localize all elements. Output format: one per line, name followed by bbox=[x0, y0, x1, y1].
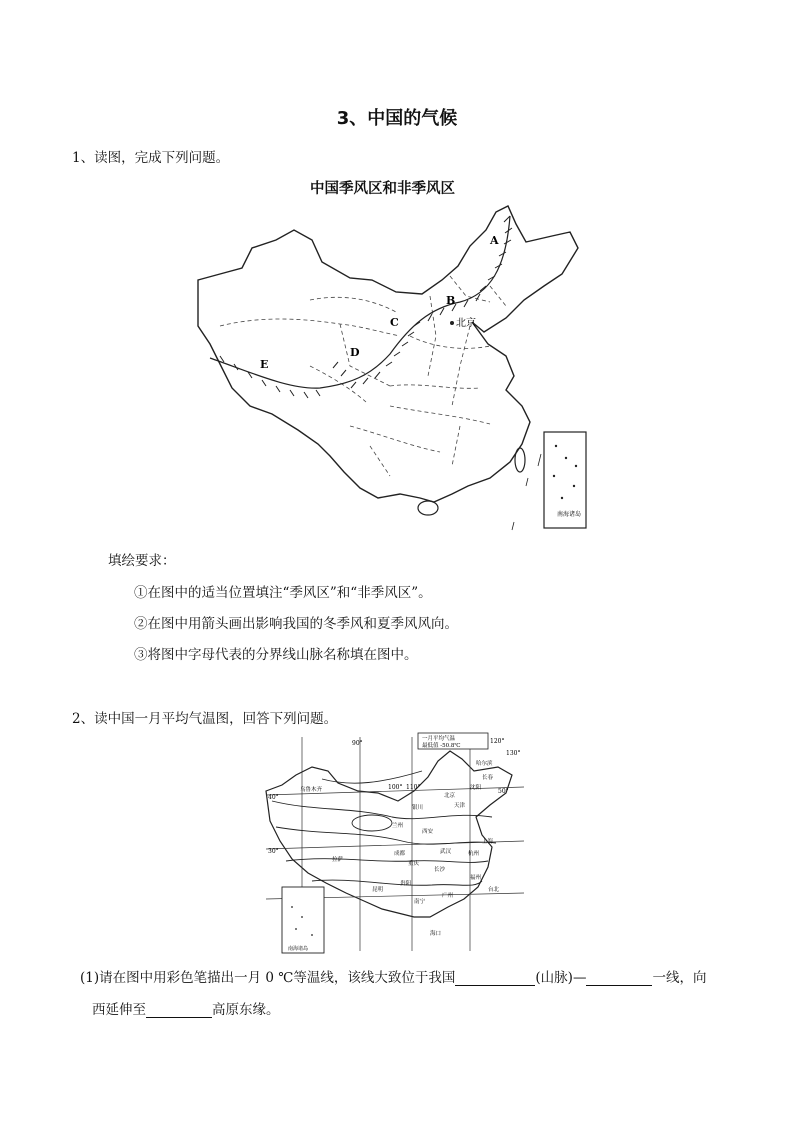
beijing-dot bbox=[450, 321, 454, 325]
china-outline bbox=[198, 206, 578, 502]
sub1-text-b: (山脉)— bbox=[535, 970, 587, 986]
legend-title: 一月平均气温 bbox=[422, 736, 456, 742]
city-chengdu: 成都 bbox=[394, 851, 406, 857]
sub1-text-e: 高原东缘。 bbox=[212, 1002, 280, 1018]
city-changchun: 长春 bbox=[482, 775, 494, 781]
requirements-heading: 填绘要求： bbox=[108, 553, 176, 569]
hainan-island bbox=[418, 501, 438, 515]
inset-islands bbox=[553, 445, 577, 499]
city-nanning: 南宁 bbox=[414, 899, 426, 905]
inset-label: 南海诸岛 bbox=[557, 511, 582, 518]
lon-110: 110° bbox=[406, 784, 421, 791]
inset-box-2 bbox=[282, 887, 324, 953]
sub1-text-a: (1)请在图中用彩色笔描出一月 0 ℃等温线，该线大致位于我国 bbox=[80, 970, 456, 986]
city-tianjin: 天津 bbox=[454, 803, 466, 809]
label-d: D bbox=[350, 346, 360, 359]
temperature-map bbox=[262, 731, 530, 956]
monsoon-map bbox=[190, 176, 590, 532]
label-e: E bbox=[260, 358, 269, 371]
blank-mountain-1[interactable] bbox=[455, 971, 535, 986]
q2-sub1-line2 bbox=[92, 998, 280, 1018]
city-wuhan: 武汉 bbox=[440, 849, 452, 855]
label-a: A bbox=[490, 234, 499, 247]
sub1-text-d: 西延伸至 bbox=[92, 1002, 146, 1018]
lon-120: 120° bbox=[490, 738, 505, 745]
label-b: B bbox=[446, 294, 456, 307]
city-hangzhou: 杭州 bbox=[468, 851, 480, 857]
city-guiyang: 贵阳 bbox=[400, 881, 412, 887]
sea-marks bbox=[512, 454, 541, 530]
lat-30: 30° bbox=[268, 848, 279, 855]
blank-plateau[interactable] bbox=[146, 1003, 212, 1018]
city-beijing: 北京 bbox=[444, 793, 456, 799]
q2-sub1-line1 bbox=[80, 966, 706, 986]
city-shanghai: 上海 bbox=[482, 839, 494, 845]
city-fuzhou: 福州 bbox=[470, 875, 482, 881]
inset-label-2: 南海诸岛 bbox=[288, 946, 309, 952]
question-1-prompt: 1、读图，完成下列问题。 bbox=[72, 150, 230, 166]
city-taipei: 台北 bbox=[488, 887, 500, 893]
monsoon-boundary bbox=[210, 216, 510, 388]
city-kunming: 昆明 bbox=[372, 887, 384, 893]
city-chongqing: 重庆 bbox=[408, 861, 420, 867]
lat-40: 40° bbox=[268, 794, 279, 801]
city-shenyang: 沈阳 bbox=[470, 785, 482, 791]
label-beijing: 北京 bbox=[456, 318, 476, 329]
city-harbin: 哈尔滨 bbox=[476, 761, 493, 767]
blank-river[interactable] bbox=[586, 971, 652, 986]
taiwan-island bbox=[515, 448, 525, 472]
question-2-prompt: 2、读中国一月平均气温图，回答下列问题。 bbox=[72, 711, 338, 727]
legend-min: 最低值 -50.8℃ bbox=[422, 743, 461, 749]
city-yinchuan: 银川 bbox=[412, 805, 424, 811]
label-c: C bbox=[390, 316, 399, 329]
monsoon-map-svg bbox=[190, 176, 590, 532]
lon-130: 130° bbox=[506, 750, 521, 757]
requirement-1: ①在图中的适当位置填注“季风区”和“非季风区”。 bbox=[134, 585, 432, 601]
city-lhasa: 拉萨 bbox=[332, 857, 344, 863]
requirement-2: ②在图中用箭头画出影响我国的冬季风和夏季风风向。 bbox=[134, 616, 458, 632]
city-lanzhou: 兰州 bbox=[392, 823, 404, 829]
sub1-text-c: 一线，向 bbox=[652, 970, 707, 986]
city-urumqi: 乌鲁木齐 bbox=[300, 787, 323, 793]
requirement-3: ③将图中字母代表的分界线山脉名称填在图中。 bbox=[134, 647, 418, 663]
map-title: 中国季风区和非季风区 bbox=[310, 181, 455, 197]
temperature-map-svg bbox=[262, 731, 530, 956]
page-title: 3、中国的气候 bbox=[336, 108, 458, 129]
city-haikou: 海口 bbox=[430, 931, 442, 937]
lon-100: 100° bbox=[388, 784, 403, 791]
city-changsha: 长沙 bbox=[434, 867, 446, 873]
lon-90: 90° bbox=[352, 740, 363, 747]
lat-50: 50° bbox=[498, 788, 509, 795]
city-xian: 西安 bbox=[422, 829, 434, 835]
city-guangzhou: 广州 bbox=[442, 893, 454, 899]
